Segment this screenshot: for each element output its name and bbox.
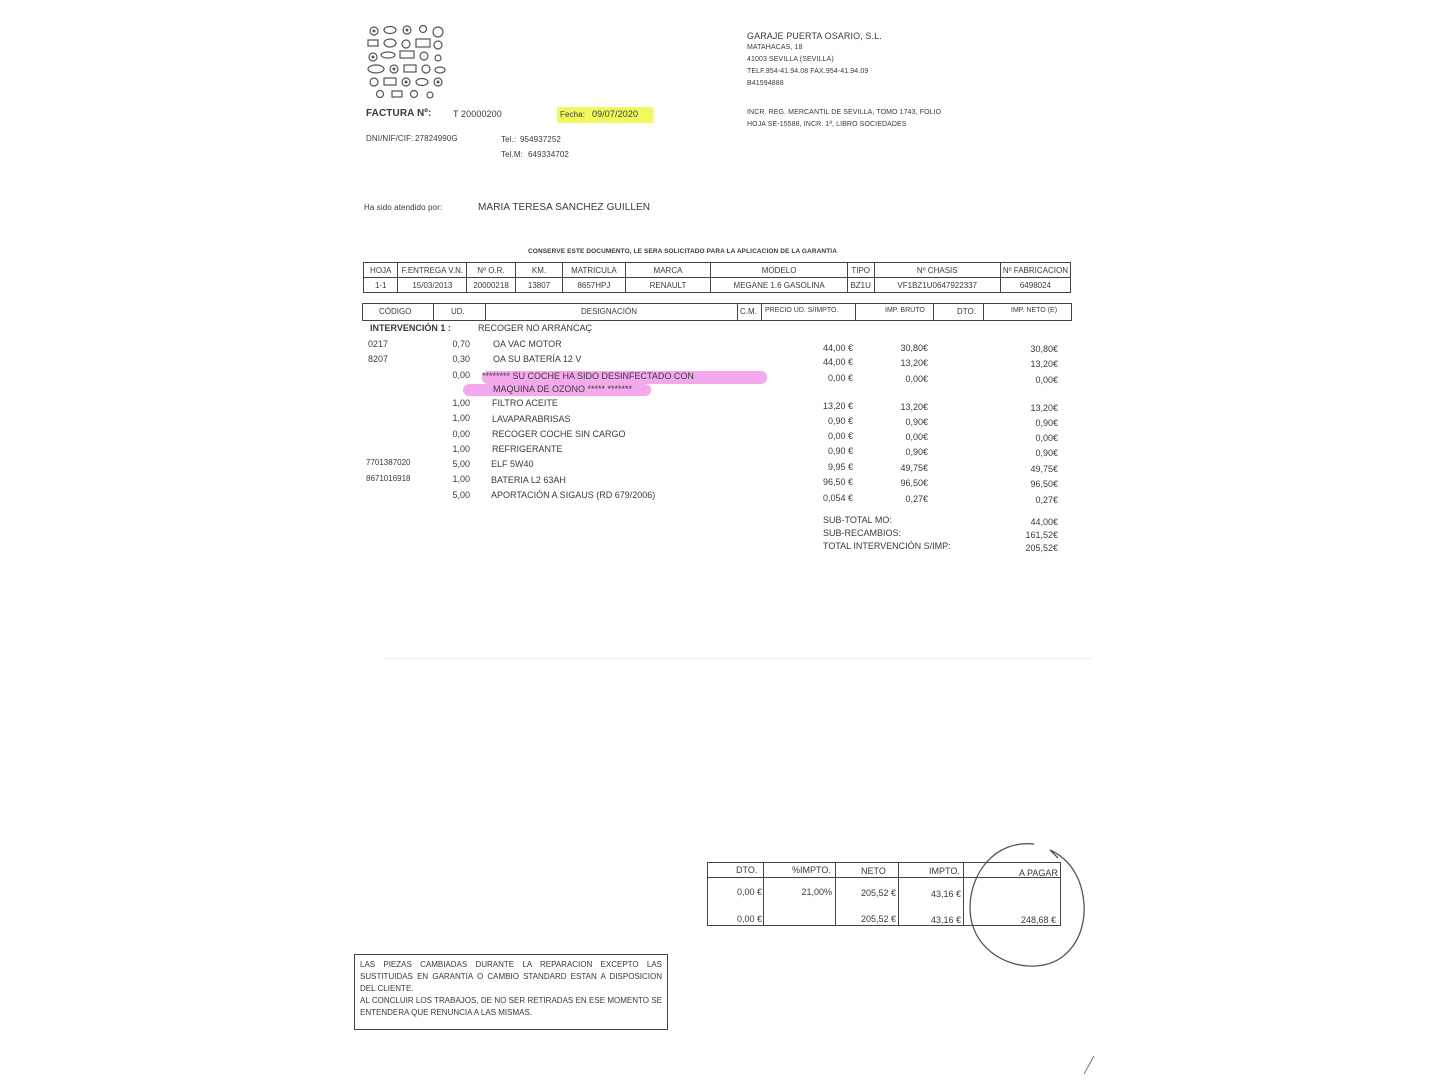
line-bruto: 13,20€ — [900, 402, 928, 412]
company-registry-1: INCR. REG. MERCANTIL DE SEVILLA, TOMO 1743, FOLIO — [747, 109, 942, 116]
line-desc: ELF 5W40 — [491, 459, 534, 469]
subtotal-recambios-value: 161,52€ — [1025, 530, 1058, 540]
line-bruto: 0,90€ — [905, 417, 928, 427]
line-price: 0,90 € — [827, 446, 853, 456]
totals-header-dto: DTO. — [736, 865, 758, 875]
dni-label: DNI/NIF/CIF: — [366, 134, 414, 143]
company-phones: TELF.954-41.94.08 FAX.954-41.94.09 — [747, 68, 869, 75]
vehicle-header-cell: MATRICULA — [563, 263, 625, 278]
vehicle-value-cell: 8657HPJ — [563, 278, 625, 293]
line-neto: 13,20€ — [1030, 359, 1058, 369]
line-bruto: 96,50€ — [900, 478, 928, 488]
hand-drawn-circle — [964, 838, 1090, 974]
parts-notice-text-2: AL CONCLUIR LOS TRABAJOS, DE NO SER RETIRADAS EN ESE MOMENTO SE ENTENDERA QUE RENUNCIA A LAS MISMAS. — [360, 996, 662, 1017]
vehicle-header-cell: Nº FABRICACION — [1000, 263, 1070, 278]
vehicle-header-cell: MODELO — [711, 263, 847, 278]
totals-header-impto-pct: %IMPTO. — [792, 865, 831, 875]
line-price: 96,50 € — [822, 477, 853, 487]
totals-header-neto: NETO — [861, 866, 886, 876]
line-desc: FILTRO ACEITE — [492, 398, 558, 408]
invoice-number-label: FACTURA Nº: — [366, 108, 432, 119]
company-registry-2: HOJA SE-15588, INCR. 1ª, LIBRO SOCIEDADES — [747, 121, 907, 128]
line-neto: 0,90€ — [1035, 448, 1058, 458]
line-price: 0,90 € — [827, 416, 853, 426]
parts-notice-text-1: LAS PIEZAS CAMBIADAS DURANTE LA REPARACION EXCEPTO LAS SUSTITUIDAS EN GARANTIA O CAMBIO STANDARD ESTAN A DISPOSICION DEL CLIENTE. — [360, 960, 662, 993]
totals-row2-neto: 205,52 € — [860, 914, 896, 924]
line-ud: 0,70 — [452, 339, 470, 349]
vehicle-header-cell: F.ENTREGA V.N. — [398, 263, 467, 278]
line-ud: 1,00 — [452, 444, 470, 454]
line-desc: MAQUINA DE OZONO ***** ******* — [493, 384, 633, 394]
totals-header-a-pagar: A PAGAR — [1019, 868, 1058, 878]
line-desc: ******** SU COCHE HA SIDO DESINFECTADO CON — [482, 371, 694, 381]
brand-logos-collage — [366, 24, 448, 100]
line-ud: 1,00 — [452, 398, 470, 408]
invoice-number: T 20000200 — [453, 109, 502, 119]
line-neto: 30,80€ — [1030, 344, 1058, 354]
header-ud: UD. — [451, 307, 465, 316]
line-price: 0,054 € — [822, 493, 853, 503]
total-intervention-label: TOTAL INTERVENCIÓN S/IMP: — [823, 541, 951, 551]
attended-by-name: MARIA TERESA SANCHEZ GUILLEN — [478, 202, 651, 213]
date-label: Fecha: — [560, 110, 586, 119]
subtotal-recambios-label: SUB-RECAMBIOS: — [823, 528, 902, 538]
line-price: 44,00 € — [822, 357, 853, 367]
attended-by-label: Ha sido atendido por: — [364, 203, 443, 212]
line-ud: 0,00 — [452, 370, 470, 380]
subtotal-mo-value: 44,00€ — [1030, 517, 1058, 527]
date-highlight — [557, 107, 653, 123]
totals-row1-pct: 21,00% — [801, 887, 832, 897]
totals-row1-dto: 0,00 € — [736, 887, 762, 897]
date-value: 09/07/2020 — [592, 109, 639, 119]
pen-mark — [1082, 1052, 1098, 1076]
line-desc: REFRIGERANTE — [492, 444, 563, 454]
line-ud: 1,00 — [452, 413, 470, 423]
line-ud: 5,00 — [452, 490, 470, 500]
scan-line — [384, 658, 1092, 659]
line-desc: LAVAPARABRISAS — [492, 414, 571, 424]
phone-1-value: 954937252 — [520, 135, 561, 144]
line-neto: 96,50€ — [1030, 479, 1058, 489]
header-codigo: CÓDIGO — [379, 307, 412, 316]
line-code: 8671016918 — [366, 474, 411, 483]
parts-notice-box — [354, 954, 668, 1030]
phone-2-label: Tel.M: — [501, 150, 523, 159]
vehicle-table — [363, 262, 1071, 293]
totals-row2-dto: 0,00 € — [736, 914, 762, 924]
phone-1-label: Tel.: — [501, 135, 517, 144]
company-address-1: MATAHACAS, 18 — [747, 44, 803, 51]
line-neto: 49,75€ — [1030, 464, 1058, 474]
line-bruto: 0,90€ — [905, 447, 928, 457]
header-dto: DTO. — [957, 307, 976, 316]
totals-a-pagar-value: 248,68 € — [1020, 915, 1056, 925]
line-bruto: 30,80€ — [900, 343, 928, 353]
line-desc: OA VAC MOTOR — [493, 339, 562, 349]
line-bruto: 49,75€ — [900, 463, 928, 473]
vehicle-value-cell: RENAULT — [625, 278, 711, 293]
line-bruto: 0,27€ — [905, 494, 928, 504]
vehicle-table-header — [364, 263, 1071, 278]
line-price: 0,00 € — [827, 373, 853, 383]
line-ud: 0,00 — [452, 429, 470, 439]
company-address-2: 41003 SEVILLA (SEVILLA) — [747, 56, 834, 63]
header-bruto: IMP. BRUTO — [885, 307, 925, 314]
line-ud: 1,00 — [452, 474, 470, 484]
dni-value: 27824990G — [415, 134, 458, 143]
line-desc: OA SU BATERÍA 12 V — [493, 354, 582, 364]
totals-header-impto: IMPTO. — [929, 866, 960, 876]
line-bruto: 0,00€ — [905, 374, 928, 384]
header-cm: C.M. — [740, 307, 757, 316]
vehicle-header-cell: Nº O.R. — [467, 263, 515, 278]
total-intervention-value: 205,52€ — [1025, 543, 1058, 553]
header-precio: PRECIO UD. S/IMPTO. — [765, 307, 839, 314]
intervention-label: INTERVENCIÓN 1 : — [370, 323, 451, 333]
vehicle-value-cell: VF1BZ1U0647922337 — [874, 278, 1000, 293]
line-bruto: 0,00€ — [905, 432, 928, 442]
line-neto: 0,00€ — [1035, 433, 1058, 443]
line-neto: 0,00€ — [1035, 375, 1058, 385]
line-desc: APORTACIÓN A SIGAUS (RD 679/2006) — [491, 490, 656, 500]
vehicle-value-cell: 1-1 — [364, 278, 398, 293]
vehicle-value-cell: 15/03/2013 — [398, 278, 467, 293]
line-price: 9,95 € — [827, 462, 853, 472]
intervention-title: RECOGER NO ARRANCAÇ — [478, 323, 593, 333]
line-code: 0217 — [368, 339, 389, 349]
header-neto: IMP. NETO (E) — [1011, 307, 1058, 314]
line-desc: BATERIA L2 63AH — [491, 475, 566, 485]
vehicle-value-cell: BZ1U — [847, 278, 874, 293]
company-cif: B41594888 — [747, 80, 784, 87]
warranty-notice: CONSERVE ESTE DOCUMENTO, LE SERA SOLICITADO PARA LA APLICACION DE LA GARANTIA — [528, 248, 838, 255]
subtotal-mo-label: SUB-TOTAL MO: — [823, 515, 892, 525]
phone-2-value: 649334702 — [528, 150, 569, 159]
totals-row2-impto: 43,16 € — [930, 915, 961, 925]
line-neto: 0,90€ — [1035, 418, 1058, 428]
vehicle-header-cell: TIPO — [847, 263, 874, 278]
vehicle-value-cell: 6498024 — [1000, 278, 1070, 293]
totals-row1-impto: 43,16 € — [930, 889, 961, 899]
vehicle-table-values — [364, 278, 1071, 293]
vehicle-header-cell: HOJA — [364, 263, 398, 278]
line-bruto: 13,20€ — [900, 358, 928, 368]
line-price: 44,00 € — [822, 343, 853, 353]
lines-header — [362, 303, 1072, 321]
line-price: 13,20 € — [822, 401, 853, 411]
line-desc: RECOGER COCHE SIN CARGO — [492, 429, 626, 439]
vehicle-header-cell: Nº CHASIS — [874, 263, 1000, 278]
company-name: GARAJE PUERTA OSARIO, S.L. — [747, 31, 882, 41]
line-neto: 13,20€ — [1030, 403, 1058, 413]
vehicle-value-cell: 20000218 — [467, 278, 515, 293]
line-code: 7701387020 — [366, 458, 411, 467]
vehicle-value-cell: 13807 — [515, 278, 563, 293]
header-designacion: DESIGNACIÓN — [581, 307, 638, 316]
line-price: 0,00 € — [827, 431, 853, 441]
line-neto: 0,27€ — [1035, 495, 1058, 505]
line-ud: 5,00 — [452, 459, 470, 469]
vehicle-value-cell: MEGANE 1.6 GASOLINA — [711, 278, 847, 293]
vehicle-header-cell: MARCA — [625, 263, 711, 278]
line-ud: 0,30 — [452, 354, 470, 364]
vehicle-header-cell: KM. — [515, 263, 563, 278]
line-code: 8207 — [368, 354, 389, 364]
totals-row1-neto: 205,52 € — [860, 888, 896, 898]
